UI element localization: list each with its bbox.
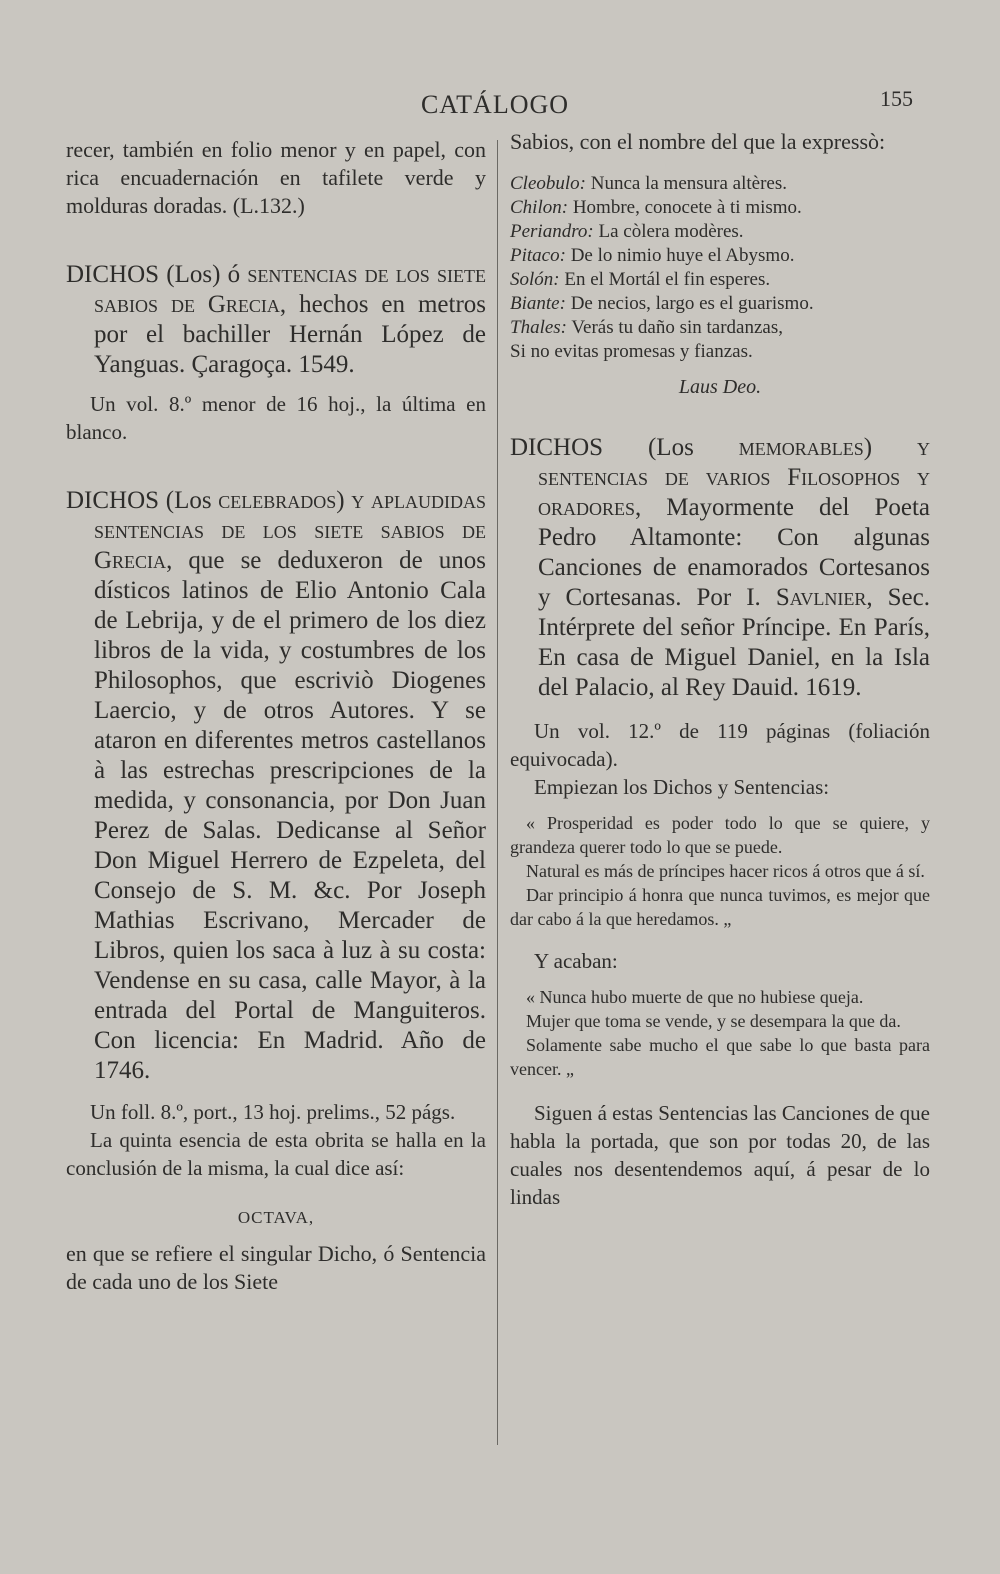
entry-description: Un vol. 12.º de 119 páginas (foliación equivocada). (510, 719, 930, 771)
entry-head: DICHOS (Los (510, 434, 694, 461)
continuation-text: Sabios, con el nombre del que la expressò: (510, 129, 886, 154)
entry-smallcaps: memorables) y sentencias de varios Filosophos y oradores (538, 434, 930, 521)
verse-speaker: Solón: (510, 269, 560, 290)
entry-head: DICHOS (Los (66, 487, 212, 514)
entry-smallcaps: sentencias de los siete sabios de Grecia (94, 261, 487, 318)
verse-speaker: Biante: (510, 293, 566, 314)
entry-rest: , hechos en metros por el bachiller Hernán López de Yanguas. Çaragoça. 1549. (94, 291, 486, 378)
laus-deo: Laus Deo. (678, 376, 762, 398)
quote-block (510, 811, 930, 931)
catalog-entry-title (510, 433, 930, 703)
closing-paragraph: Siguen á estas Sentencias las Canciones de que habla la portada, que son por todas 20, de las cuales nos desentendemos aquí, á pesar de lo lindas (510, 1101, 930, 1209)
entry-note: La quinta esencia de esta obrita se halla en la conclusión de la misma, la cual dice así: (66, 1128, 486, 1180)
verse-line (510, 268, 930, 292)
verse-text: De necios, largo es el guarismo. (570, 293, 814, 314)
verse-text: En el Mortál el fin esperes. (564, 269, 771, 290)
verse-line (510, 316, 930, 340)
verse-speaker: Periandro: (510, 221, 594, 242)
quote-line: « Nunca hubo muerte de que no hubiese queja. (526, 987, 864, 1007)
entry-description: Un foll. 8.º, port., 13 hoj. prelims., 52 págs. (90, 1100, 456, 1124)
verse-line (510, 172, 930, 196)
octava-heading: OCTAVA, (237, 1208, 315, 1227)
octava-intro: en que se refiere el singular Dicho, ó Sentencia de cada uno de los Siete (66, 1241, 486, 1294)
verse-speaker: Cleobulo: (510, 173, 586, 194)
entry-smallcaps: Savlnier (775, 584, 867, 611)
entry-note: Empiezan los Dichos y Sentencias: (534, 775, 830, 799)
verse-text: Hombre, conocete à ti mismo. (572, 197, 802, 218)
entry-note: Y acaban: (534, 949, 618, 973)
right-column (510, 128, 930, 1211)
verse-line (510, 220, 930, 244)
catalog-entry-title (66, 260, 486, 380)
entry-description: Un vol. 8.º menor de 16 hoj., la última en blanco. (66, 392, 486, 444)
verse-line (510, 196, 930, 220)
quote-line: Solamente sabe mucho el que sabe lo que basta para vencer. „ (510, 1035, 930, 1079)
continuation-text: recer, también en folio menor y en papel, con rica encuadernación en tafilete verde y molduras doradas. (L.132.) (66, 137, 486, 218)
catalog-entry-title (66, 486, 486, 1086)
entry-rest: , Sec. Intérprete del señor Príncipe. En París, En casa de Miguel Daniel, en la Isla del Palacio, al Rey Dauid. 1619. (538, 584, 930, 701)
verse-text: Verás tu daño sin tardanzas, (571, 317, 783, 338)
left-column (66, 136, 486, 1296)
quote-line: Mujer que toma se vende, y se desempara la que da. (526, 1011, 901, 1031)
verse-block (510, 172, 930, 364)
entry-rest: , que se deduxeron de unos dísticos latinos de Elio Antonio Cala de Lebrija, y de el primero de los diez libros de la vida, y costumbres de los Philosophos, que escriviò Diogenes Laercio, y de otros Autores. Y se ataron en diferentes metros castellanos à las estrechas prescripciones de la medida, y consonancia, por Don Juan Perez de Salas. Dedicanse al Señor Don Miguel Herrero de Ezpeleta, del Consejo de S. M. &c. Por Joseph Mathias Escrivano, Mercader de Libros, quien los saca à luz à su costa: Vendense en su casa, calle Mayor, à la entrada del Portal de Manguiteros. Con licencia: En Madrid. Año de 1746. (94, 547, 486, 1084)
verse-speaker: Chilon: (510, 197, 569, 218)
verse-speaker: Pitaco: (510, 245, 566, 266)
entry-rest: , Mayormente del Poeta Pedro Altamonte: Con algunas Canciones de enamorados Cortesanos y Cortesanas. Por I. (538, 494, 930, 611)
entry-smallcaps: celebrados) y aplaudidas sentencias de los siete sabios de Grecia (94, 487, 486, 574)
verse-text: De lo nimio huye el Abysmo. (570, 245, 795, 266)
verse-line (510, 244, 930, 268)
verse-line (510, 292, 930, 316)
quote-line: Dar principio á honra que nunca tuvimos, es mejor que dar cabo á la que heredamos. „ (510, 885, 930, 929)
verse-text: Nunca la mensura altères. (590, 173, 787, 194)
entry-head: DICHOS (Los) ó (66, 261, 241, 288)
verse-line: Si no evitas promesas y fianzas. (510, 341, 753, 362)
verse-speaker: Thales: (510, 317, 567, 338)
column-divider (497, 140, 498, 1445)
quote-block (510, 985, 930, 1081)
verse-text: La còlera modères. (598, 221, 744, 242)
quote-line: Natural es más de príncipes hacer ricos á otros que á sí. (526, 861, 925, 881)
running-header: CATÁLOGO (420, 90, 570, 119)
page-number: 155 (880, 86, 913, 111)
quote-line: « Prosperidad es poder todo lo que se quiere, y grandeza querer todo lo que se puede. (510, 813, 930, 857)
